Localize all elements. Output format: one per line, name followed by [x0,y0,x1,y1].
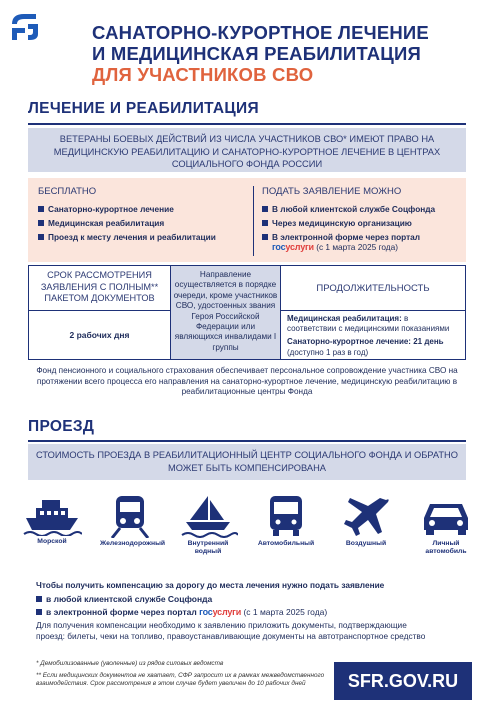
list-item: Медицинская реабилитация [38,218,248,228]
transport-rail [100,494,166,548]
gos-part2: услуги [285,242,314,252]
fund-note: Фонд пенсионного и социального страхования обеспечивает персональное сопровождение участника СВО на протяжении всего процесса его направления на санаторно-курортное лечение, медицинскую реабилитацию в реабилитационные центры Фонда [36,366,458,396]
gos-part1: гос [272,242,286,252]
transport-car [416,494,476,556]
footnote-2: ** Если медицинских документов не хватает, СФР запросит их в рамках межведомственного взаимодействия. Срок рассмотрения в этом случае будет увеличен до 10 рабочих дней [36,672,325,687]
transport-label: Личный автомобиль [425,540,467,555]
gosuslugi-logo [199,607,241,617]
list-item: Через медицинскую организацию [262,218,462,228]
bus-icon [256,494,316,538]
airplane-icon [336,494,396,538]
ship-icon [22,494,82,536]
priority-note: Направление осуществляется в порядке очереди, кроме участников СВО, удостоенных звания Героя Российской Федерации или являющихся инвалидами I группы [171,266,281,359]
apply-list [262,204,462,256]
free-heading: БЕСПЛАТНО [38,186,97,197]
list-item [36,593,327,606]
list-item [36,606,327,619]
duration-header: ПРОДОЛЖИТЕЛЬНОСТЬ [281,266,465,311]
list-item: Проезд к месту лечения и реабилитации [38,232,248,242]
compensation-list [36,593,327,619]
med-duration [287,314,459,334]
duration-values [281,311,465,359]
section-divider [28,123,466,125]
transport-air [336,494,396,548]
gos-date: (с 1 марта 2025 года) [243,607,328,617]
section-heading-travel: ПРОЕЗД [28,418,95,435]
section-divider [28,440,466,442]
spa-label: Санаторно-курортное лечение: 21 день [287,337,444,347]
gos-date: (с 1 марта 2025 года) [316,242,398,252]
compensation-title: Чтобы получить компенсацию за дорогу до места лечения нужно подать заявление [36,580,385,590]
gosuslugi-logo [272,242,314,252]
transport-label: Воздушный [345,540,387,547]
boat-icon [178,494,238,538]
page-title [92,22,482,85]
travel-banner: СТОИМОСТЬ ПРОЕЗДА В РЕАБИЛИТАЦИОННЫЙ ЦЕНТР СОЦИАЛЬНОГО ФОНДА И ОБРАТНО МОЖЕТ БЫТЬ КОМПЕНСИРОВАНА [28,444,466,480]
med-label: Медицинская реабилитация: [287,314,402,323]
transport-label: Морской [37,538,67,545]
list-item-text: В электронной форме через портал [272,232,421,242]
transport-river [178,494,238,556]
list-item: Санаторно-курортное лечение [38,204,248,214]
transport-sea [22,494,82,546]
section-heading-treatment: ЛЕЧЕНИЕ И РЕАБИЛИТАЦИЯ [28,100,259,117]
title-line-2: И МЕДИЦИНСКАЯ РЕАБИЛИТАЦИЯ [92,43,421,64]
transport-road [256,494,316,548]
med-value: в соответствии с медицинскими показаниями [287,314,450,334]
footnote-1: * Демобилизованные (уволенные) из рядов силовых ведомств [36,660,224,667]
column-divider [253,186,254,256]
spa-duration [287,337,459,357]
gos-part1: гос [199,607,213,617]
list-item-text: в электронной форме через портал [46,607,197,617]
car-icon [416,494,476,538]
gos-part2: услуги [212,607,242,617]
apply-heading: ПОДАТЬ ЗАЯВЛЕНИЕ МОЖНО [262,186,402,197]
intro-banner: ВЕТЕРАНЫ БОЕВЫХ ДЕЙСТВИЙ ИЗ ЧИСЛА УЧАСТНИКОВ СВО* ИМЕЮТ ПРАВО НА МЕДИЦИНСКУЮ РЕАБИЛИТАЦИЮ И САНАТОРНО-КУРОРТНОЕ ЛЕЧЕНИЕ В ЦЕНТРАХ СОЦИАЛЬНОГО ФОНДА РОССИИ [28,128,466,172]
free-list [38,204,248,246]
list-item-text: в любой клиентской службе Соцфонда [46,594,213,604]
spa-value: (доступно 1 раз в год) [287,347,369,357]
sfr-logo-icon [8,10,42,44]
train-icon [100,494,160,538]
transport-label: Автомобильный [257,540,315,547]
title-line-1: САНАТОРНО-КУРОРТНОЕ ЛЕЧЕНИЕ [92,22,429,43]
title-line-3: ДЛЯ УЧАСТНИКОВ СВО [92,64,314,85]
term-value: 2 рабочих дня [29,311,171,359]
transport-label: Железнодорожный [100,540,166,547]
transport-label: Внутренний водный [187,540,229,555]
list-item: В любой клиентской службе Соцфонда [262,204,462,214]
transport-types [22,494,478,578]
benefits-panel [28,178,466,262]
compensation-docs: Для получения компенсации необходимо к заявлению приложить документы, подтверждающие проезд: билеты, чеки на топливо, правоустанавливающие документы на автотранспортное средство [36,620,426,641]
list-item [262,232,462,252]
site-link[interactable]: SFR.GOV.RU [334,662,472,700]
info-table [28,265,466,360]
term-header: СРОК РАССМОТРЕНИЯ ЗАЯВЛЕНИЯ С ПОЛНЫМ** ПАКЕТОМ ДОКУМЕНТОВ [29,266,171,311]
